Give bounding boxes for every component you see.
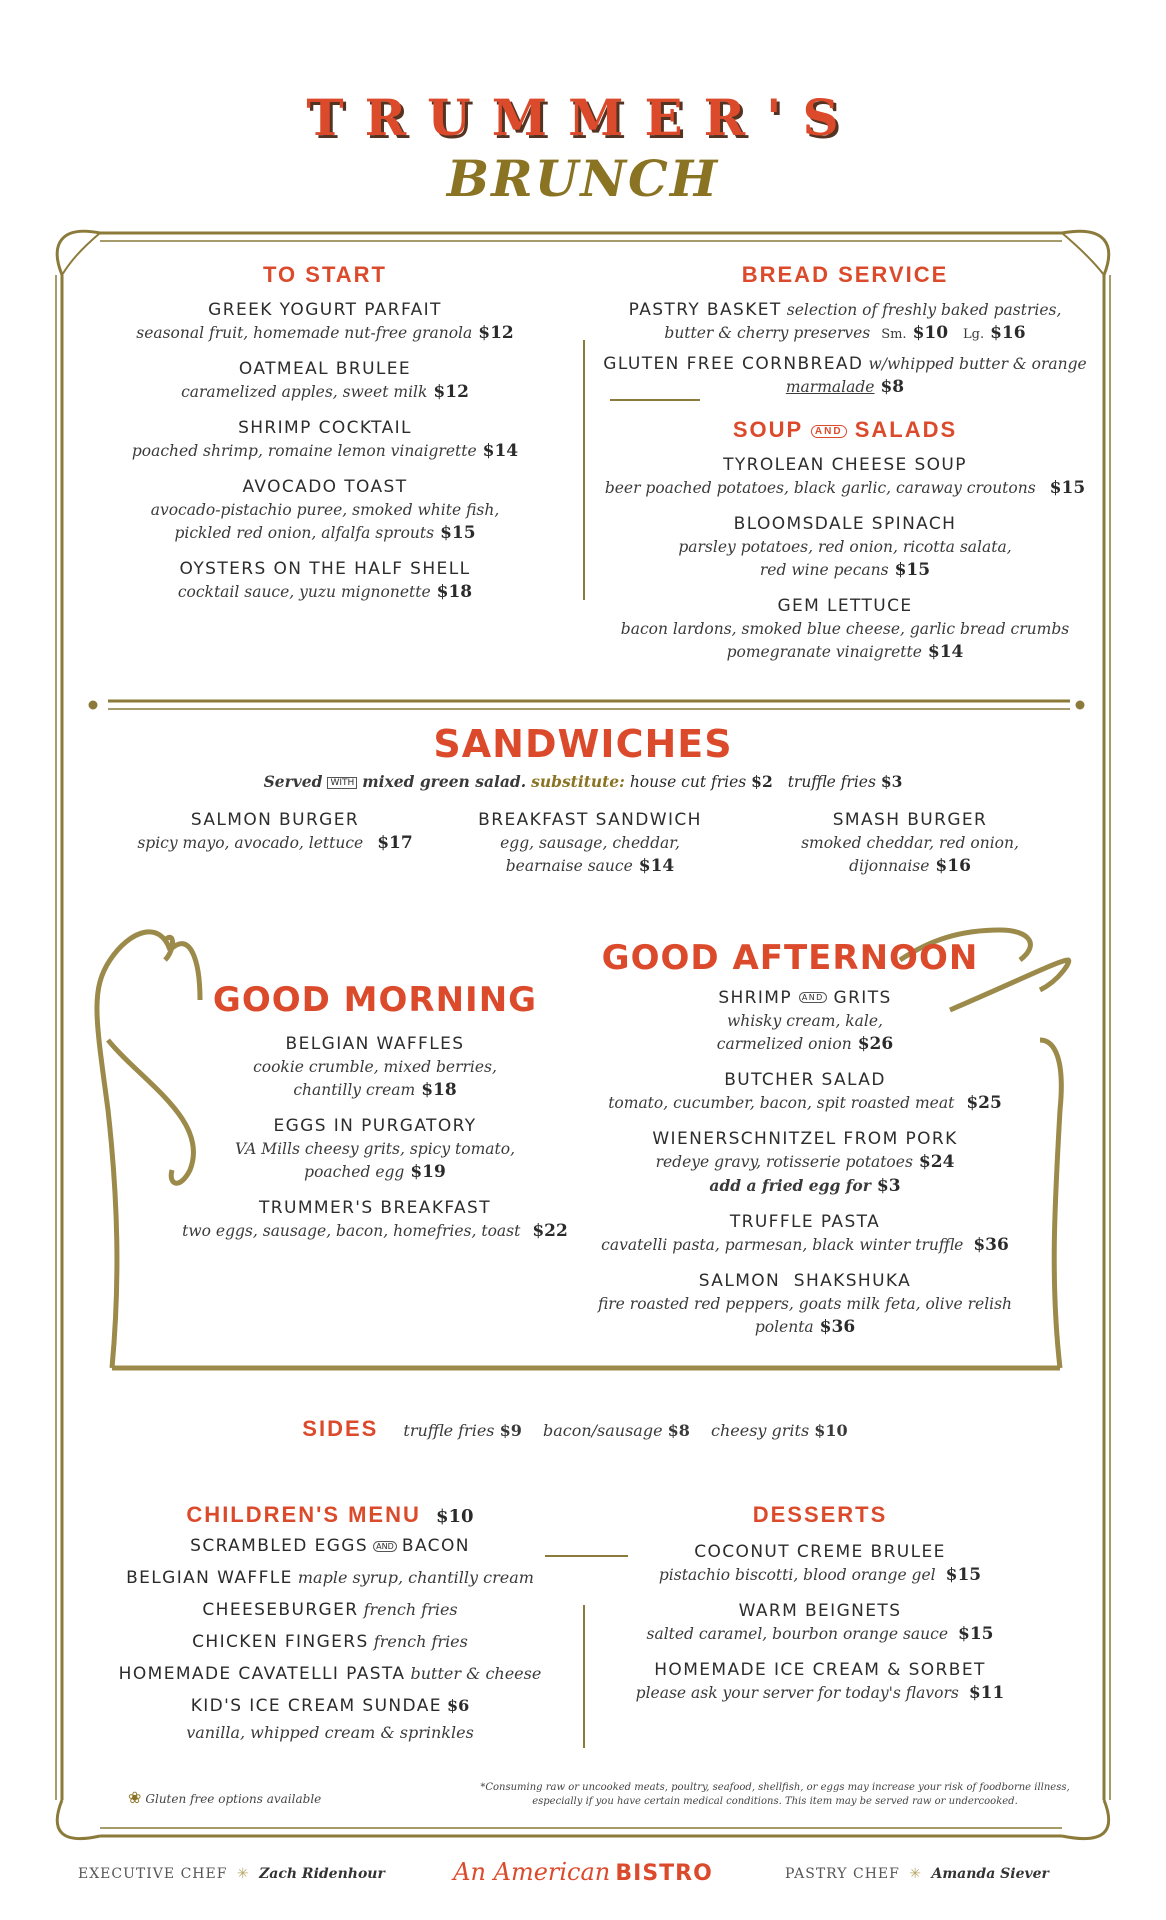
- menu-item: [555, 1269, 1055, 1339]
- menu-item: [105, 808, 445, 855]
- item-price: $26: [857, 1034, 894, 1054]
- note-text: mixed green salad.: [362, 772, 527, 791]
- bread-title: BREAD SERVICE: [741, 262, 949, 287]
- item-price: $16: [935, 856, 971, 876]
- item-desc: carmelized onion: [716, 1035, 852, 1053]
- item-price: $8: [880, 377, 905, 397]
- item-desc: dijonnaise: [849, 857, 930, 875]
- menu-item: [610, 1540, 1030, 1587]
- menu-item: [590, 453, 1100, 500]
- sub-option: truffle fries: [787, 773, 876, 791]
- food-safety-disclaimer: [455, 1781, 1095, 1809]
- item-desc: parsley potatoes, red onion, ricotta salata,: [678, 538, 1012, 556]
- item-price: $24: [918, 1152, 955, 1172]
- item-name: GREEK YOGURT PARFAIT: [208, 300, 442, 320]
- item-desc: tomato, cucumber, bacon, spit roasted meat: [608, 1094, 955, 1112]
- item-desc: spicy mayo, avocado, lettuce: [137, 834, 364, 852]
- item-price: $15: [440, 523, 476, 543]
- side-price: $9: [499, 1421, 522, 1440]
- menu-item: [165, 1032, 585, 1102]
- item-price: $15: [1049, 478, 1086, 498]
- item-name: CHEESEBURGER: [202, 1600, 359, 1620]
- item-name: SHRIMP COCKTAIL: [238, 418, 412, 438]
- item-name: HOMEMADE CAVATELLI PASTA: [118, 1664, 406, 1684]
- item-name: WIENERSCHNITZEL FROM PORK: [652, 1129, 958, 1149]
- item-name: BLOOMSDALE SPINACH: [733, 514, 957, 534]
- good-afternoon-section: [570, 938, 1040, 1339]
- and-glyph: AND: [373, 1541, 397, 1552]
- item-desc: chantilly cream: [293, 1081, 416, 1099]
- item-desc: poached shrimp, romaine lemon vinaigrette: [131, 442, 477, 460]
- soups-title: [590, 417, 1100, 443]
- with-glyph: WITH: [327, 777, 357, 789]
- kid-item: [100, 1562, 560, 1594]
- menu-item: [570, 986, 1040, 1056]
- footer-credits: [0, 1858, 1166, 1888]
- item-desc: butter & cheese: [410, 1664, 542, 1683]
- item-desc: whisky cream, kale,: [727, 1012, 883, 1030]
- item-name: BELGIAN WAFFLES: [285, 1034, 465, 1054]
- item-desc: maple syrup, chantilly cream: [297, 1568, 534, 1587]
- side-price: $10: [814, 1421, 848, 1440]
- disclaimer-line: *Consuming raw or uncooked meats, poultry, seafood, shellfish, or eggs may increase your risk of foodborne illness,: [480, 1782, 1070, 1793]
- item-desc: polenta: [754, 1318, 814, 1336]
- menu-item: [590, 352, 1100, 399]
- item-desc: cookie crumble, mixed berries,: [253, 1058, 497, 1076]
- item-name: HOMEMADE ICE CREAM & SORBET: [654, 1660, 986, 1680]
- item-name: BREAKFAST SANDWICH: [478, 810, 702, 830]
- chef-name: Zach Ridenhour: [259, 1866, 385, 1882]
- item-desc: two eggs, sausage, bacon, homefries, toast: [182, 1222, 521, 1240]
- star-icon: ✳: [909, 1866, 923, 1882]
- sandwich-note: [0, 772, 1166, 791]
- chef-label: PASTRY CHEF: [785, 1866, 900, 1882]
- item-name: BUTCHER SALAD: [724, 1070, 886, 1090]
- menu-item: [570, 1068, 1040, 1115]
- kid-item: [100, 1594, 560, 1626]
- item-price: $36: [819, 1317, 856, 1337]
- good-morning-title: GOOD MORNING: [212, 980, 538, 1020]
- item-name: SHRIMP: [718, 988, 793, 1008]
- item-name: OYSTERS ON THE HALF SHELL: [179, 559, 471, 579]
- item-price: $18: [421, 1080, 457, 1100]
- item-desc: marmalade: [785, 378, 875, 396]
- item-price: $14: [927, 642, 964, 662]
- item-desc: red wine pecans: [759, 561, 889, 579]
- item-price: $18: [436, 582, 473, 602]
- item-desc: cocktail sauce, yuzu mignonette: [177, 583, 431, 601]
- side-name: truffle fries: [403, 1421, 495, 1440]
- item-desc: seasonal fruit, homemade nut-free granola: [136, 324, 473, 342]
- item-price: $15: [958, 1624, 994, 1644]
- menu-item: [100, 557, 550, 604]
- menu-header: [0, 88, 1166, 208]
- item-desc: poached egg: [304, 1163, 405, 1181]
- item-desc: caramelized apples, sweet milk: [181, 383, 428, 401]
- item-price: $11: [968, 1683, 1005, 1703]
- item-desc: egg, sausage, cheddar,: [500, 834, 680, 852]
- menu-item: [590, 298, 1100, 346]
- item-name: AVOCADO TOAST: [242, 477, 408, 497]
- kid-item: [100, 1626, 560, 1658]
- item-price: $6: [447, 1696, 470, 1715]
- tagline-bold: BISTRO: [615, 1861, 713, 1886]
- size-small-label: Sm.: [881, 327, 907, 342]
- sandwiches-title: SANDWICHES: [433, 722, 733, 766]
- note-text: Served: [263, 772, 323, 791]
- item-desc: beer poached potatoes, black garlic, caraway croutons: [604, 479, 1036, 497]
- item-price: $3: [876, 1176, 901, 1196]
- sides-section: [0, 1416, 1166, 1442]
- item-desc: w/whipped butter & orange: [868, 355, 1087, 373]
- disclaimer-line: especially if you have certain medical conditions. This item may be served raw or undercooked.: [532, 1796, 1018, 1807]
- sub-option-price: $3: [880, 772, 903, 791]
- item-name: SCRAMBLED EGGS: [190, 1536, 369, 1556]
- item-desc: french fries: [363, 1600, 458, 1619]
- soups-title-b: SALADS: [854, 417, 958, 442]
- item-price: $14: [638, 856, 675, 876]
- menu-item: [420, 808, 760, 878]
- item-desc: redeye gravy, rotisserie potatoes: [655, 1153, 913, 1171]
- desserts-title: DESSERTS: [752, 1502, 888, 1527]
- item-name: SMASH BURGER: [832, 810, 988, 830]
- item-desc: avocado-pistachio puree, smoked white fish,: [150, 501, 500, 519]
- and-glyph: AND: [799, 992, 827, 1003]
- item-name: GEM LETTUCE: [777, 596, 913, 616]
- side-name: bacon/sausage: [542, 1421, 663, 1440]
- item-name: SALMON BURGER: [190, 810, 360, 830]
- item-desc: selection of freshly baked pastries,: [786, 301, 1062, 319]
- kid-item: [100, 1530, 560, 1562]
- desserts-section: [610, 1502, 1030, 1705]
- item-name: WARM BEIGNETS: [738, 1601, 902, 1621]
- menu-item: [100, 475, 550, 545]
- item-desc: salted caramel, bourbon orange sauce: [646, 1625, 948, 1643]
- side-price: $8: [667, 1421, 690, 1440]
- item-desc: bearnaise sauce: [505, 857, 633, 875]
- restaurant-brand: TRUMMER'S: [306, 88, 860, 147]
- substitute-label: substitute:: [531, 772, 625, 791]
- bread-section: [590, 262, 1100, 664]
- item-name: BACON: [401, 1536, 470, 1556]
- item-desc: butter & cherry preserves: [664, 324, 871, 342]
- item-desc: bacon lardons, smoked blue cheese, garlic bread crumbs: [620, 620, 1070, 638]
- to-start-section: [100, 262, 550, 604]
- item-name: GRITS: [833, 988, 892, 1008]
- sub-option: house cut fries: [629, 773, 747, 791]
- children-title: CHILDREN'S MENU: [186, 1502, 421, 1527]
- gluten-free-text: Gluten free options available: [145, 1792, 322, 1806]
- side-item: [543, 1421, 690, 1440]
- chef-label: EXECUTIVE CHEF: [78, 1866, 228, 1882]
- item-name: SALMON SHAKSHUKA: [698, 1271, 912, 1291]
- item-desc: smoked cheddar, red onion,: [801, 834, 1019, 852]
- item-price: $22: [532, 1221, 568, 1241]
- item-desc: vanilla, whipped cream & sprinkles: [186, 1723, 474, 1742]
- children-title-row: [100, 1502, 560, 1528]
- item-name: OATMEAL BRULEE: [238, 359, 412, 379]
- side-name: cheesy grits: [711, 1421, 810, 1440]
- chef-name: Amanda Siever: [931, 1866, 1049, 1882]
- item-name: CHICKEN FINGERS: [192, 1632, 369, 1652]
- kid-item: [100, 1690, 560, 1722]
- item-name: KID'S ICE CREAM SUNDAE: [190, 1696, 442, 1716]
- item-desc: pickled red onion, alfalfa sprouts: [174, 524, 435, 542]
- menu-item: [155, 1196, 595, 1243]
- item-desc: please ask your server for today's flavors: [635, 1684, 959, 1702]
- side-item: [403, 1421, 521, 1440]
- item-desc: fire roasted red peppers, goats milk feta, olive relish: [597, 1295, 1013, 1313]
- good-afternoon-title: GOOD AFTERNOON: [601, 938, 979, 978]
- to-start-title: TO START: [263, 262, 387, 287]
- item-name: TRUMMER'S BREAKFAST: [258, 1198, 491, 1218]
- kid-item: [100, 1658, 560, 1690]
- menu-item: [590, 512, 1100, 582]
- menu-item: [100, 416, 550, 463]
- item-extra: add a fried egg for: [709, 1176, 871, 1195]
- sub-option-price: $2: [751, 772, 773, 791]
- tagline-script: An American: [453, 1858, 611, 1886]
- soups-title-a: SOUP: [732, 417, 803, 442]
- menu-item: [100, 357, 550, 404]
- menu-item: [555, 1210, 1055, 1257]
- menu-item: [165, 1114, 585, 1184]
- item-price: $16: [990, 323, 1026, 343]
- item-name: BELGIAN WAFFLE: [126, 1568, 293, 1588]
- and-glyph: AND: [811, 425, 847, 438]
- item-desc: pomegranate vinaigrette: [726, 643, 922, 661]
- item-price: $12: [433, 382, 469, 402]
- side-item: [711, 1421, 848, 1440]
- item-price: $19: [410, 1162, 446, 1182]
- item-price: $25: [966, 1093, 1002, 1113]
- item-name: TRUFFLE PASTA: [729, 1212, 881, 1232]
- item-name: TYROLEAN CHEESE SOUP: [723, 455, 967, 475]
- item-name: COCONUT CREME BRULEE: [694, 1542, 946, 1562]
- menu-item: [745, 808, 1075, 878]
- item-name: GLUTEN FREE CORNBREAD: [603, 354, 864, 374]
- menu-subtitle: BRUNCH: [446, 149, 720, 208]
- gluten-free-note: [128, 1788, 321, 1807]
- sides-title: SIDES: [302, 1416, 379, 1441]
- children-section: [100, 1502, 560, 1744]
- star-icon: ✳: [236, 1866, 250, 1882]
- good-morning-section: [165, 980, 585, 1243]
- pastry-chef: [785, 1866, 1049, 1882]
- item-price: $15: [945, 1565, 982, 1585]
- menu-item: [610, 1658, 1030, 1705]
- menu-item: [610, 1599, 1030, 1646]
- item-price: $10: [912, 323, 949, 343]
- item-desc: cavatelli pasta, parmesan, black winter truffle: [601, 1236, 964, 1254]
- item-price: $36: [973, 1235, 1009, 1255]
- kid-item-desc: [100, 1722, 560, 1744]
- menu-item: [590, 594, 1100, 664]
- children-price: $10: [435, 1506, 474, 1527]
- item-price: $17: [377, 833, 413, 853]
- item-desc: VA Mills cheesy grits, spicy tomato,: [234, 1140, 516, 1158]
- wheat-icon: ❀: [128, 1788, 142, 1807]
- item-name: EGGS IN PURGATORY: [273, 1116, 477, 1136]
- size-large-label: Lg.: [963, 327, 985, 342]
- item-desc: pistachio biscotti, blood orange gel: [658, 1566, 936, 1584]
- item-name: PASTRY BASKET: [628, 300, 782, 320]
- item-price: $14: [482, 441, 519, 461]
- item-price: $15: [894, 560, 931, 580]
- menu-item: [100, 298, 550, 345]
- item-price: $12: [478, 323, 514, 343]
- item-desc: french fries: [373, 1632, 468, 1651]
- menu-item: [570, 1127, 1040, 1198]
